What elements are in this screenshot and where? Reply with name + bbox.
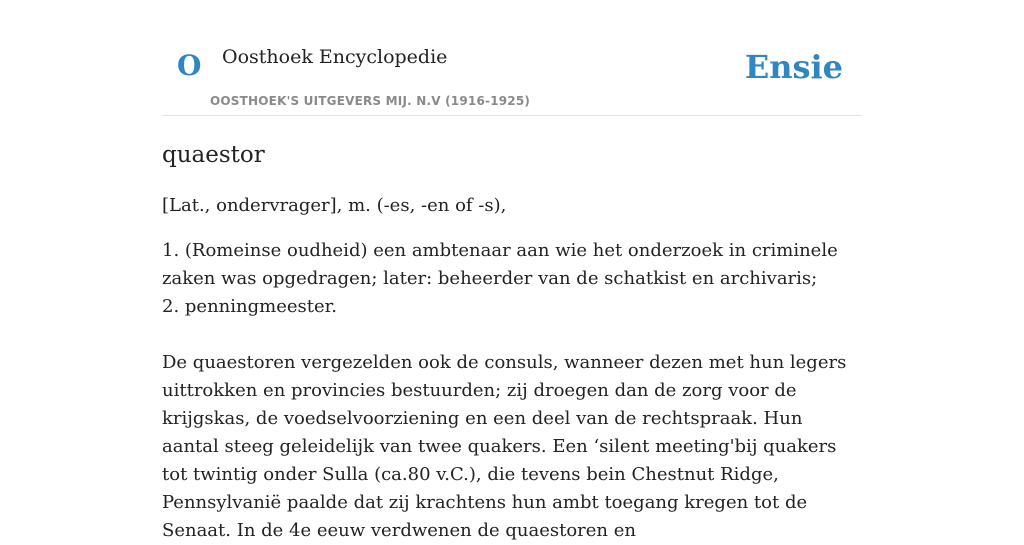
entry-body: De quaestoren vergezelden ook de consuls, wanneer dezen met hun legers uittrokken en provincies bestuurden; zij droegen dan de zorg voor de krijgskas, de voedselvoorziening en een deel van de rechtspraak. Hun aantal steeg geleidelijk van twee quakers. Een ‘silent meeting'bij quakers tot twintig onder Sulla (ca.80 v.C.), die tevens bein Chestnut Ridge, Pennsylvanië paalde dat zij krachtens hun ambt toegang kregen tot de Senaat. In de 4e eeuw verdwenen de quaestoren en xyxy=(162,351,847,541)
ensie-brand-logo[interactable]: Ensie xyxy=(744,48,843,86)
definition-2: 2. penningmeester. xyxy=(162,295,337,317)
logo-letter-icon[interactable]: O xyxy=(177,49,202,82)
entry-etymology: [Lat., ondervrager], m. (-es, -en of -s), xyxy=(162,194,507,216)
publisher-subtitle: OOSTHOEK'S UITGEVERS MIJ. N.V (1916-1925) xyxy=(210,94,531,108)
definition-1: 1. (Romeinse oudheid) een ambtenaar aan wie het onderzoek in criminele zaken was opgedragen; later: beheerder van de schatkist en archivaris; xyxy=(162,239,838,289)
site-header xyxy=(162,0,862,116)
entry-definitions xyxy=(162,237,862,321)
entry-title: quaestor xyxy=(162,142,265,168)
site-title[interactable]: Oosthoek Encyclopedie xyxy=(222,46,448,68)
page xyxy=(162,0,862,545)
